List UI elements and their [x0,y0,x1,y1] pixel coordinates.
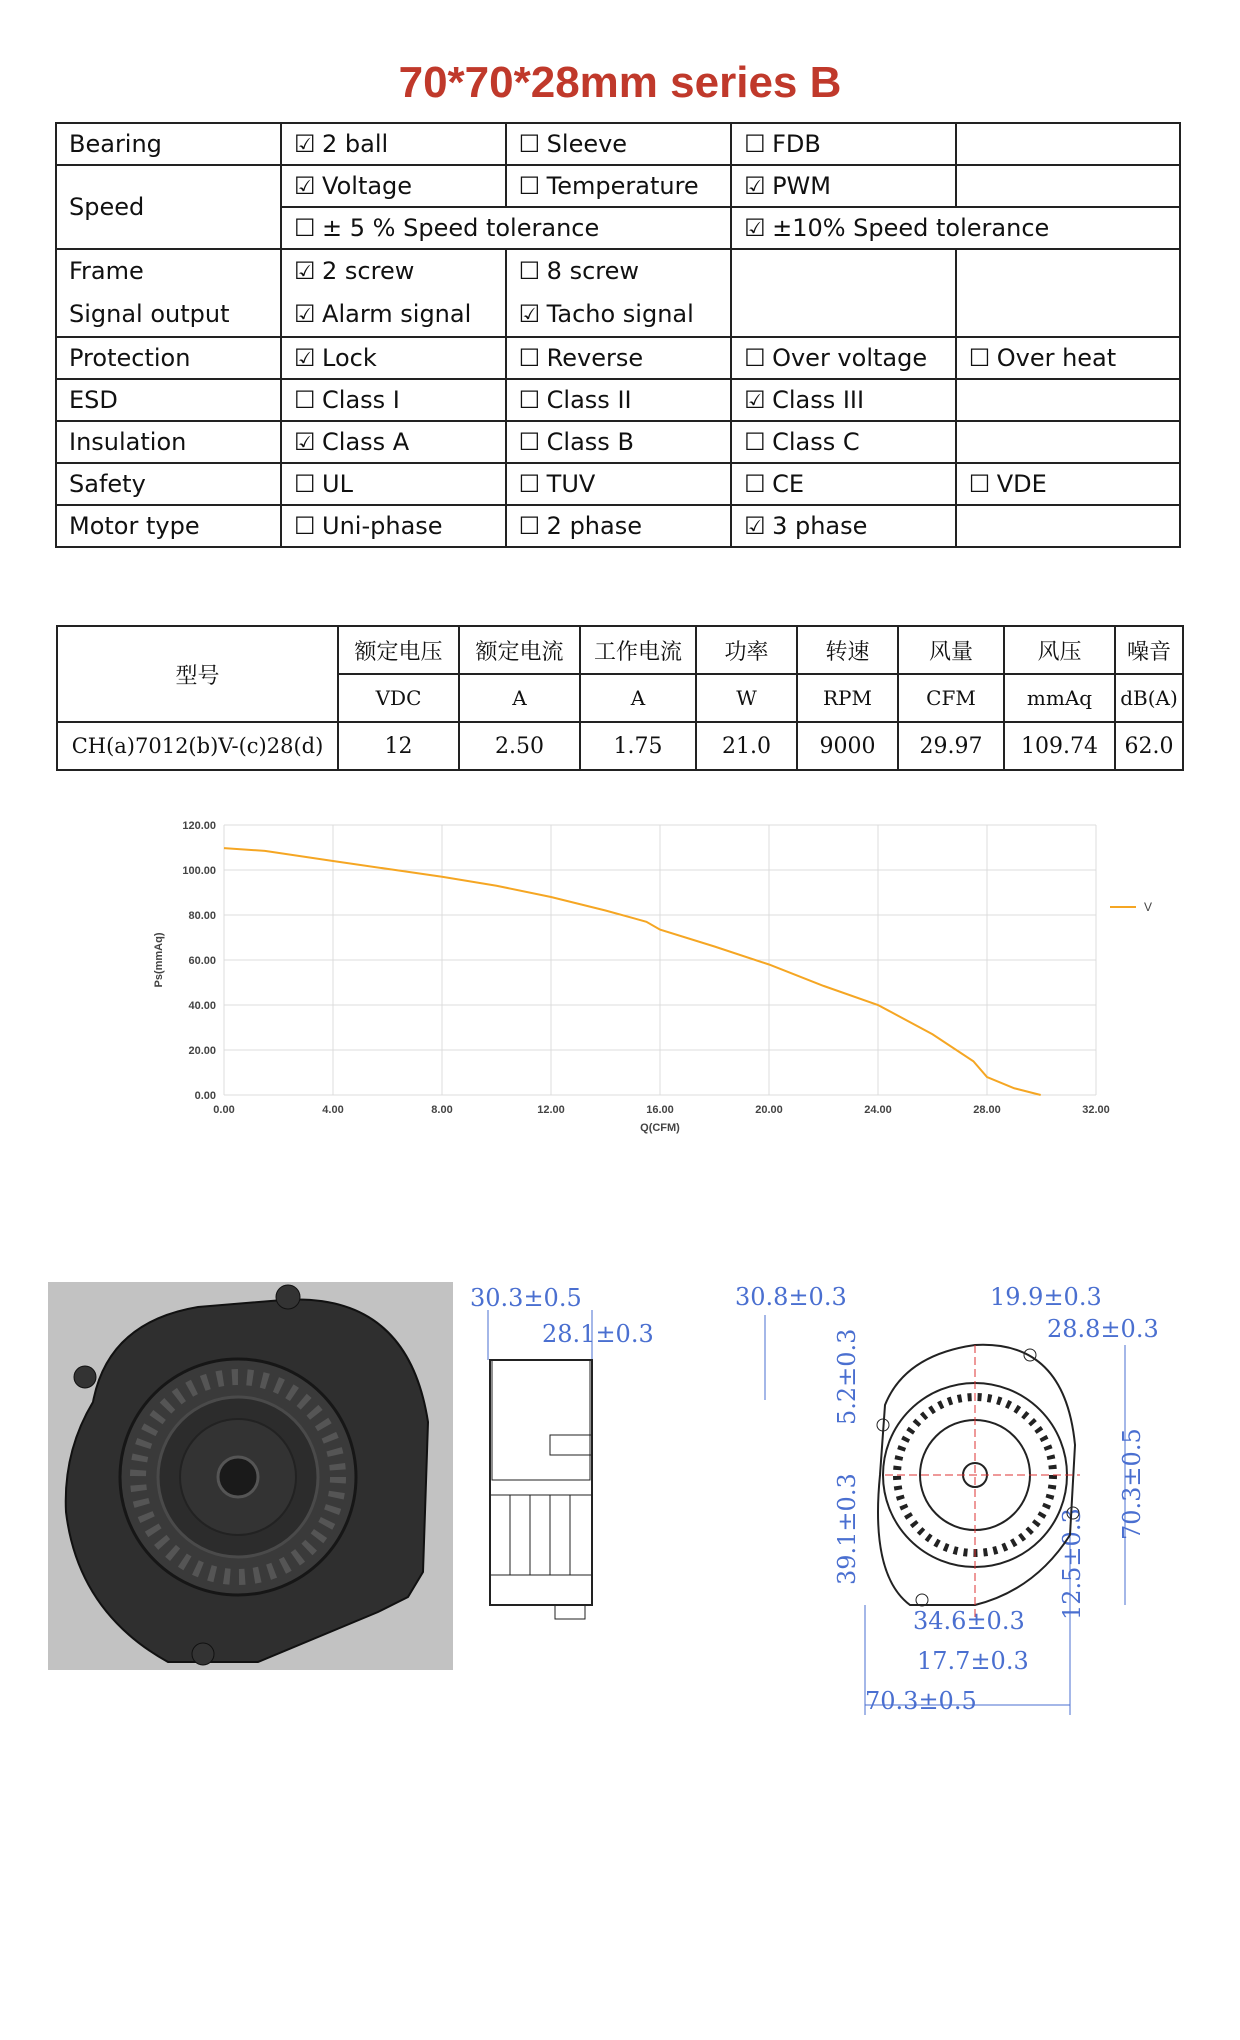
checkbox-icon: ☐ [968,470,991,498]
x-tick-label: 28.00 [973,1104,1001,1116]
model-header: 型号 [57,626,338,722]
checkbox-icon: ☑ [744,386,766,414]
option-label: Class B [546,428,634,456]
y-axis-label: Ps(mmAq) [153,932,165,988]
value-cell: 1.75 [580,722,696,770]
option-label: FDB [772,130,821,158]
checkbox-icon: ☑ [294,257,316,285]
y-tick-label: 0.00 [194,1090,216,1102]
perf-data-row [57,722,1183,770]
product-photo [48,1282,453,1670]
dim-label: 17.7±0.3 [917,1647,1029,1675]
spec-row-speed [56,165,1180,207]
spec-label: Protection [56,337,281,379]
checkbox-icon: ☐ [294,386,316,414]
option-label: 8 screw [546,257,640,285]
dim-label: 34.6±0.3 [913,1607,1025,1635]
option-label: Class II [546,386,632,414]
value-cell: 2.50 [459,722,580,770]
spec-table [55,122,1181,548]
dim-label: 5.2±0.3 [833,1328,861,1425]
checkbox-icon: ☑ [744,214,766,242]
x-tick-label: 8.00 [431,1104,453,1116]
checkbox-icon: ☑ [294,428,316,456]
checkbox-icon: ☐ [744,130,766,158]
x-tick-label: 20.00 [755,1104,783,1116]
option-label: 3 phase [772,512,868,540]
value-cell: 9000 [797,722,898,770]
spec-label: Signal output [69,300,230,328]
mount-tab [276,1285,300,1309]
option-label: Lock [322,344,377,372]
checkbox-icon: ☐ [518,428,541,456]
checkbox-icon: ☑ [744,172,766,200]
unit-cell: W [696,674,797,722]
y-tick-label: 120.00 [182,820,216,832]
spec-label: Speed [56,165,281,249]
option-label: CE [772,470,804,498]
column-header: 风压 [1004,626,1115,674]
option-label: Tacho signal [546,300,694,328]
checkbox-icon: ☐ [518,512,541,540]
vent-section [490,1495,592,1575]
column-header: 转速 [797,626,898,674]
option-label: Uni-phase [322,512,443,540]
model-cell: CH(a)7012(b)V-(c)28(d) [57,722,338,770]
checkbox-icon: ☐ [294,214,316,242]
spec-row-safety [56,463,1180,505]
checkbox-icon: ☑ [518,300,541,328]
option-label: UL [322,470,353,498]
checkbox-icon: ☑ [294,300,316,328]
checkbox-icon: ☑ [294,172,316,200]
option-label: Temperature [546,172,699,200]
foot-outline [555,1605,585,1619]
option-label: 2 ball [322,130,389,158]
page-title: 70*70*28mm series B [398,58,842,107]
checkbox-icon: ☐ [744,344,766,372]
dim-label: 19.9±0.3 [990,1283,1102,1311]
checkbox-icon: ☐ [294,470,316,498]
checkbox-icon: ☐ [744,470,766,498]
option-label: TUV [546,470,596,498]
dim-label: 70.3±0.5 [865,1687,977,1715]
value-cell: 12 [338,722,459,770]
option-label: Class C [772,428,860,456]
dim-label: 30.8±0.3 [735,1283,847,1311]
spec-row-protection [56,337,1180,379]
column-header: 功率 [696,626,797,674]
perf-header-row [57,626,1183,674]
dim-label: 28.1±0.3 [542,1320,654,1348]
dim-label: 70.3±0.5 [1118,1428,1146,1540]
value-cell: 29.97 [898,722,1004,770]
pq-chart [140,815,1153,1145]
unit-cell: A [580,674,696,722]
legend-label: V [1144,900,1153,914]
column-header: 工作电流 [580,626,696,674]
unit-cell: CFM [898,674,1004,722]
checkbox-icon: ☐ [518,344,541,372]
spec-row-insulation [56,421,1180,463]
value-cell: 62.0 [1115,722,1183,770]
option-label: Voltage [322,172,413,200]
checkbox-icon: ☐ [744,428,766,456]
spec-label: Frame [69,257,144,285]
column-header: 额定电流 [459,626,580,674]
option-label: PWM [772,172,831,200]
housing-outline [490,1360,592,1605]
side-view-drawing [470,1280,660,1650]
series-line [224,848,1041,1095]
option-label: ± 5 % Speed tolerance [322,214,600,242]
unit-cell: RPM [797,674,898,722]
dim-label: 12.5±0.3 [1058,1508,1086,1620]
y-tick-label: 40.00 [188,1000,216,1012]
y-tick-label: 60.00 [188,955,216,967]
checkbox-icon: ☐ [518,172,541,200]
y-tick-label: 100.00 [182,865,216,877]
option-label: Sleeve [546,130,628,158]
mount-tab [192,1643,214,1665]
checkbox-icon: ☐ [294,512,316,540]
spec-label: Insulation [56,421,281,463]
x-tick-label: 32.00 [1082,1104,1110,1116]
column-header: 额定电压 [338,626,459,674]
value-cell: 21.0 [696,722,797,770]
column-header: 风量 [898,626,1004,674]
checkbox-icon: ☐ [518,470,541,498]
shaft [218,1457,258,1497]
y-tick-label: 80.00 [188,910,216,922]
x-tick-label: 24.00 [864,1104,892,1116]
x-tick-label: 0.00 [213,1104,235,1116]
dim-label: 30.3±0.5 [470,1284,582,1312]
option-label: 2 phase [546,512,642,540]
checkbox-icon: ☑ [744,512,766,540]
option-label: Class A [322,428,410,456]
x-axis-label: Q(CFM) [640,1122,680,1134]
unit-cell: dB(A) [1115,674,1183,722]
option-label: ±10% Speed tolerance [772,214,1050,242]
front-view-drawing [735,1275,1185,1735]
checkbox-icon: ☐ [518,130,541,158]
x-tick-label: 12.00 [537,1104,565,1116]
checkbox-icon: ☐ [518,257,541,285]
dim-label: 28.8±0.3 [1047,1315,1159,1343]
checkbox-icon: ☐ [968,344,991,372]
option-label: Over heat [996,344,1117,372]
spec-row-frame-signal [56,249,1180,337]
upper-section [492,1360,590,1480]
spec-label: ESD [56,379,281,421]
column-header: 噪音 [1115,626,1183,674]
spec-label: Safety [56,463,281,505]
performance-table [56,625,1184,771]
spec-row-bearing [56,123,1180,165]
checkbox-icon: ☐ [518,386,541,414]
checkbox-icon: ☑ [294,130,316,158]
mount-tab [74,1366,96,1388]
option-label: VDE [996,470,1047,498]
spec-label: Motor type [56,505,281,547]
unit-cell: A [459,674,580,722]
tab-outline [550,1435,592,1455]
y-tick-label: 20.00 [188,1045,216,1057]
option-label: Over voltage [772,344,928,372]
spec-row-motor [56,505,1180,547]
x-tick-label: 4.00 [322,1104,344,1116]
option-label: Class I [322,386,400,414]
value-cell: 109.74 [1004,722,1115,770]
option-label: Alarm signal [322,300,472,328]
option-label: Class III [772,386,865,414]
unit-cell: mmAq [1004,674,1115,722]
x-tick-label: 16.00 [646,1104,674,1116]
dim-label: 39.1±0.3 [833,1473,861,1585]
spec-label: Bearing [56,123,281,165]
spec-row-esd [56,379,1180,421]
unit-cell: VDC [338,674,459,722]
option-label: Reverse [546,344,644,372]
checkbox-icon: ☑ [294,344,316,372]
option-label: 2 screw [322,257,415,285]
